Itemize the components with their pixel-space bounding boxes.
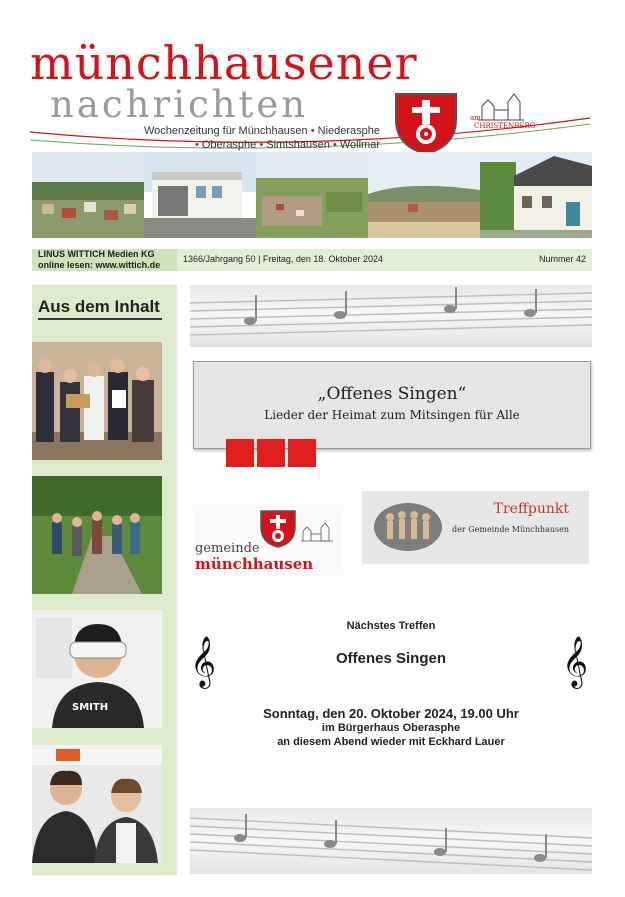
event-date: Sonntag, den 20. Oktober 2024, 19.00 Uhr [263, 706, 519, 721]
event-note: an diesem Abend wieder mit Eckhard Lauer [277, 736, 505, 748]
photo-buergerhaus [144, 152, 256, 238]
tagline-line2: • Oberasphe • Simtshausen • Wollmar [194, 139, 380, 151]
sheet-music-band-top [190, 285, 592, 347]
thumb-hiking-group[interactable] [32, 476, 162, 594]
thumb-vr-headset[interactable] [32, 610, 162, 728]
treffpunkt-logo [362, 491, 589, 564]
issue-info: 1366/Jahrgang 50 | Freitag, den 18. Oktober 2024 [183, 254, 383, 264]
gemeinde-coat-of-arms-icon [259, 509, 297, 549]
banner-subtitle: Lieder der Heimat zum Mitsingen für Alle [264, 408, 520, 422]
christenberg-label: am CHRISTENBERG [470, 114, 536, 130]
sidebar-divider [38, 318, 162, 320]
red-square-2 [257, 439, 285, 467]
banner-title: „Offenes Singen“ [317, 384, 467, 404]
red-square-3 [288, 439, 316, 467]
masthead-title: münchhausener [30, 36, 418, 90]
treble-clef-left-icon: 𝄞 [190, 636, 217, 687]
photo-fachwerkhaus [480, 152, 592, 238]
tagline-line1: Wochenzeitung für Münchhausen • Niederasphe [143, 125, 380, 137]
thumb-award-group[interactable] [32, 342, 162, 460]
event-banner [193, 361, 591, 449]
publisher-name: LINUS WITTICH Medien KG [38, 249, 155, 259]
gemeinde-church-icon [301, 521, 333, 543]
gemeinde-logo [193, 505, 343, 575]
muenchhausen-word: münchhausen [195, 555, 314, 573]
treffpunkt-people-icon [372, 501, 444, 553]
issue-number: Nummer 42 [538, 254, 586, 264]
online-link[interactable]: online lesen: www.wittich.de [38, 260, 161, 270]
sheet-music-band-bottom [190, 808, 592, 874]
event-name: Offenes Singen [335, 650, 447, 667]
thumb-two-men[interactable] [32, 745, 162, 863]
next-meeting-label: Nächstes Treffen [346, 620, 436, 632]
photo-village-1 [32, 152, 144, 238]
masthead-subtitle: nachrichten [50, 83, 309, 126]
issue-info-bar [32, 249, 592, 271]
tagline [140, 124, 380, 152]
sidebar-heading: Aus dem Inhalt [38, 297, 160, 316]
treffpunkt-title: Treffpunkt [493, 501, 569, 517]
treble-clef-right-icon: 𝄞 [562, 636, 589, 687]
coat-of-arms-icon [392, 90, 460, 156]
photo-fields [368, 152, 480, 238]
red-square-1 [226, 439, 254, 467]
treffpunkt-subtitle: der Gemeinde Münchhausen [452, 525, 569, 534]
gemeinde-word: gemeinde [195, 541, 260, 556]
photo-village-aerial [256, 152, 368, 238]
svg-text:SMITH: SMITH [72, 702, 109, 713]
event-place: im Bürgerhaus Oberasphe [321, 722, 461, 734]
publisher-block [32, 249, 177, 271]
